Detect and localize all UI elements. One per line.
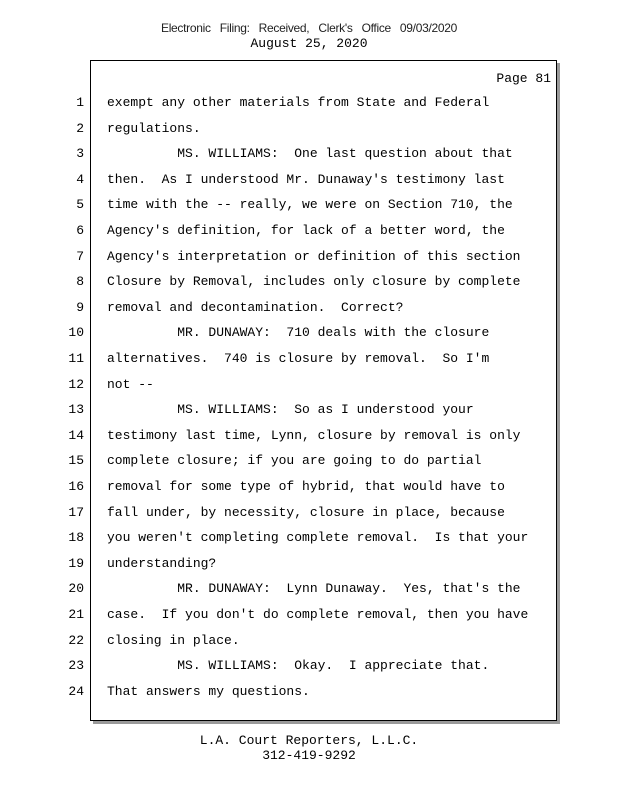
- line-text: complete closure; if you are going to do partial: [107, 453, 482, 469]
- transcript-line: [0, 144, 560, 164]
- line-text: MR. DUNAWAY: 710 deals with the closure: [107, 325, 490, 341]
- transcript-line: [0, 400, 560, 420]
- line-text: removal and decontamination. Correct?: [107, 299, 404, 315]
- line-text: alternatives. 740 is closure by removal. So I'm: [107, 351, 490, 366]
- footer-company: L.A. Court Reporters, L.L.C.: [199, 733, 419, 748]
- transcript-line: [0, 579, 560, 599]
- line-text: case. If you don't do complete removal, then you have: [107, 607, 529, 622]
- line-text: then. As I understood Mr. Dunaway's testimony last: [107, 171, 505, 187]
- line-number: 15: [68, 453, 84, 469]
- line-text: you weren't completing complete removal. Is that your: [107, 530, 529, 546]
- line-text: time with the -- really, we were on Section 710, the: [107, 197, 513, 213]
- page-number: Page 81: [496, 71, 551, 86]
- transcript-line: [0, 298, 560, 318]
- line-number: 24: [68, 683, 84, 699]
- transcript-line: [0, 119, 560, 139]
- line-text: regulations.: [107, 120, 201, 136]
- line-text: closing in place.: [107, 632, 240, 648]
- line-number: 23: [68, 658, 84, 674]
- line-number: 19: [68, 555, 84, 571]
- line-number: 5: [76, 197, 84, 213]
- transcript-line: [0, 195, 560, 215]
- transcript-line: [0, 93, 560, 113]
- line-text: not --: [107, 376, 154, 392]
- transcript-line: [0, 477, 560, 497]
- line-number: 9: [76, 299, 84, 315]
- line-number: 6: [76, 223, 84, 238]
- line-number: 1: [76, 95, 84, 110]
- transcript-line: [0, 272, 560, 292]
- line-number: 8: [76, 274, 84, 290]
- transcript-line: [0, 375, 560, 395]
- line-number: 7: [76, 248, 84, 264]
- transcript-line: [0, 682, 560, 702]
- line-number: 22: [68, 632, 84, 648]
- line-text: Agency's definition, for lack of a better word, the: [107, 223, 505, 238]
- line-text: MS. WILLIAMS: So as I understood your: [107, 402, 474, 418]
- line-number: 10: [68, 325, 84, 341]
- transcript-line: [0, 656, 560, 676]
- header-date: August 25, 2020: [250, 36, 368, 51]
- line-text: MR. DUNAWAY: Lynn Dunaway. Yes, that's the: [107, 581, 521, 597]
- transcript-line: [0, 247, 560, 267]
- line-number: 13: [68, 402, 84, 418]
- line-text: That answers my questions.: [107, 683, 310, 699]
- transcript-line: [0, 631, 560, 651]
- line-number: 16: [68, 479, 84, 494]
- transcript-line: [0, 451, 560, 471]
- line-number: 3: [76, 146, 84, 162]
- line-text: MS. WILLIAMS: One last question about that: [107, 146, 513, 162]
- transcript-line: [0, 605, 560, 625]
- transcript-line: [0, 503, 560, 523]
- transcript-line: [0, 554, 560, 574]
- transcript-line: [0, 170, 560, 190]
- filing-stamp: Electronic Filing: Received, Clerk's Office 09/03/2020: [160, 21, 457, 35]
- line-number: 21: [68, 607, 84, 622]
- transcript-line: [0, 349, 560, 369]
- transcript-line: [0, 323, 560, 343]
- transcript-line: [0, 221, 560, 241]
- line-text: Closure by Removal, includes only closure by complete: [107, 274, 521, 290]
- line-text: exempt any other materials from State and Federal: [107, 95, 490, 110]
- line-number: 20: [68, 581, 84, 597]
- line-number: 12: [68, 376, 84, 392]
- footer: [0, 733, 618, 763]
- line-text: understanding?: [107, 555, 217, 571]
- line-text: testimony last time, Lynn, closure by removal is only: [107, 427, 521, 443]
- line-text: removal for some type of hybrid, that would have to: [107, 479, 505, 494]
- line-text: fall under, by necessity, closure in place, because: [107, 504, 505, 520]
- line-number: 18: [68, 530, 84, 546]
- footer-phone: 312-419-9292: [262, 748, 356, 763]
- line-text: Agency's interpretation or definition of this section: [107, 248, 521, 264]
- line-number: 11: [68, 351, 84, 366]
- transcript-line: [0, 426, 560, 446]
- line-number: 4: [76, 171, 84, 187]
- line-number: 17: [68, 504, 84, 520]
- line-number: 14: [68, 427, 84, 443]
- line-text: MS. WILLIAMS: Okay. I appreciate that.: [107, 658, 490, 674]
- line-number: 2: [76, 120, 84, 136]
- transcript-line: [0, 528, 560, 548]
